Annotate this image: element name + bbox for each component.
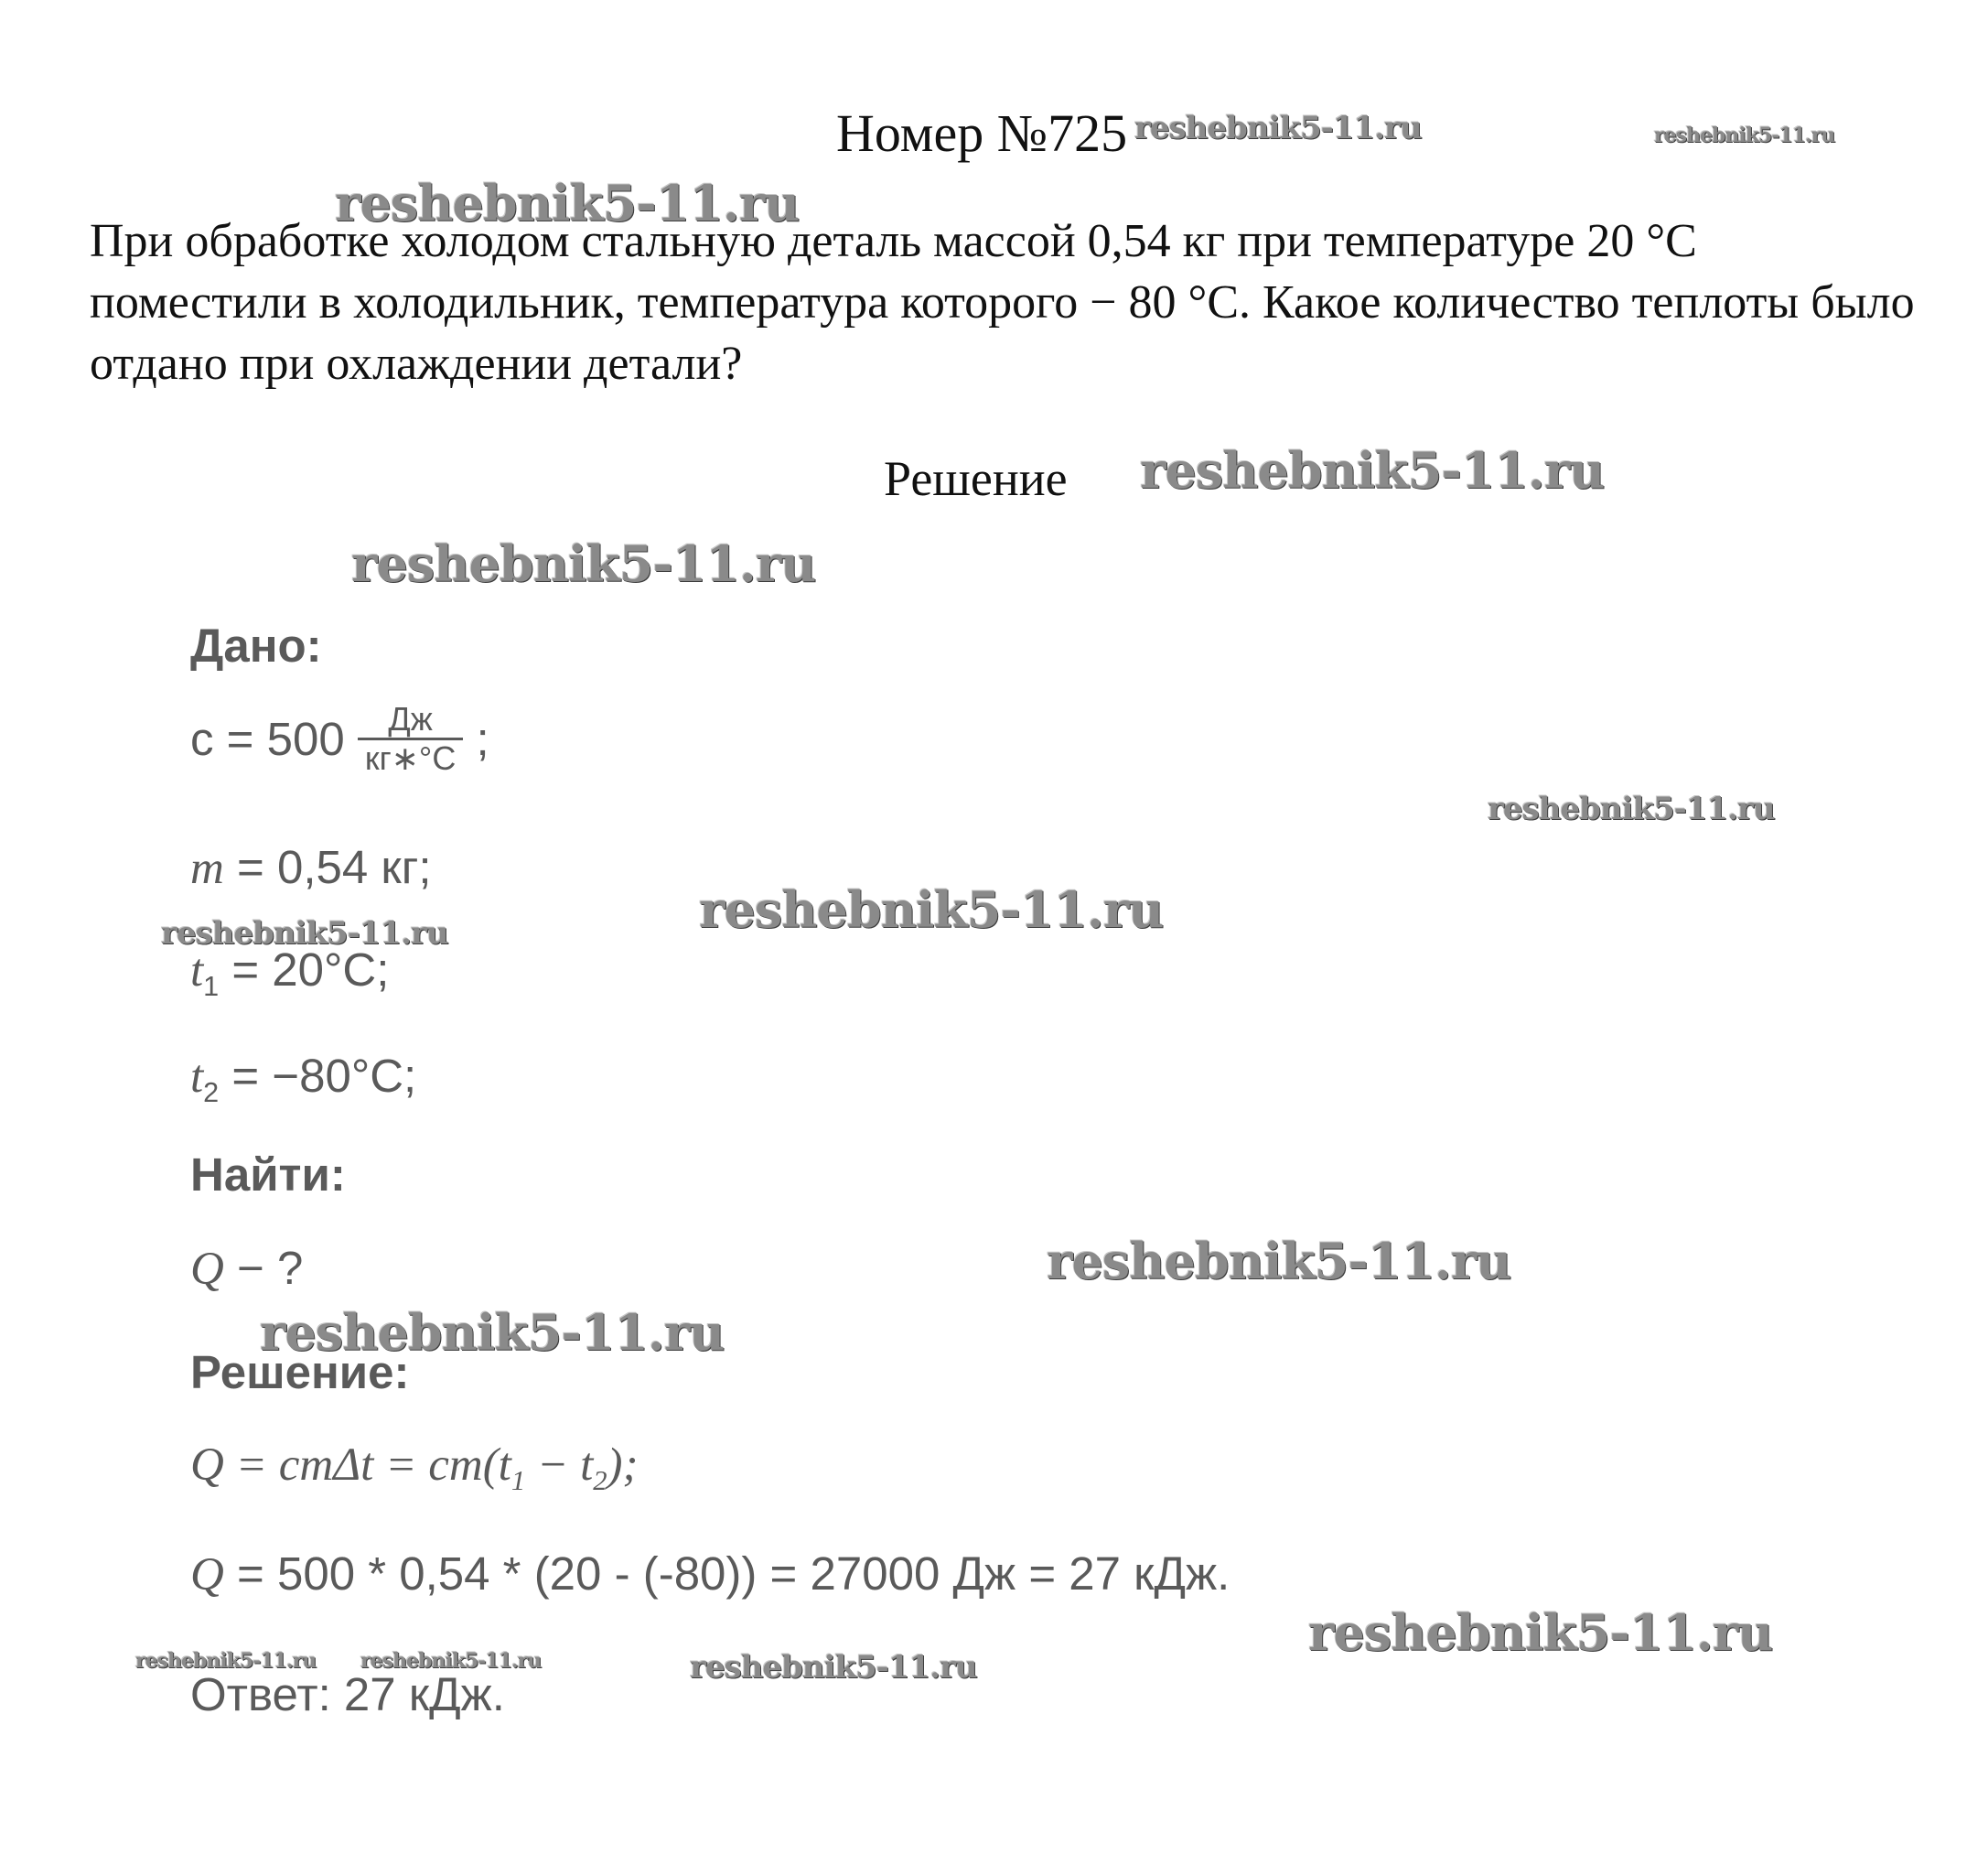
watermark: reshebnik5-11.ru (1308, 1603, 1773, 1662)
answer-line: Ответ: 27 кДж. (190, 1668, 505, 1720)
t1-value: = 20°C; (231, 943, 390, 996)
watermark: reshebnik5-11.ru (1488, 791, 1775, 827)
find-symbol: Q (190, 1244, 224, 1295)
calculation-line (190, 1547, 1230, 1601)
c-prefix: c = 500 (190, 713, 345, 765)
given-c (190, 701, 489, 777)
t1-subscript: 1 (203, 971, 220, 1003)
c-units-denominator: кг∗°C (364, 739, 457, 777)
t2-symbol: t (190, 1051, 204, 1103)
watermark: reshebnik5-11.ru (360, 1649, 542, 1673)
watermark: reshebnik5-11.ru (1140, 441, 1605, 500)
given-label: Дано: (190, 620, 322, 672)
watermark: reshebnik5-11.ru (161, 915, 448, 952)
watermark: reshebnik5-11.ru (260, 1303, 725, 1362)
watermark: reshebnik5-11.ru (1047, 1232, 1511, 1290)
watermark: reshebnik5-11.ru (690, 1649, 977, 1686)
formula-sub-1: 1 (510, 1465, 526, 1497)
formula-part-a: Q = cmΔt = cm(t (190, 1439, 511, 1491)
t2-subscript: 2 (203, 1077, 220, 1109)
formula-part-b: − t (525, 1439, 594, 1491)
t1-symbol: t (190, 945, 204, 997)
formula-sub-2: 2 (593, 1465, 607, 1497)
watermark: reshebnik5-11.ru (1134, 110, 1422, 146)
watermark: reshebnik5-11.ru (1654, 124, 1835, 147)
c-units-fraction (358, 701, 463, 777)
find-label: Найти: (190, 1148, 346, 1201)
watermark: reshebnik5-11.ru (699, 880, 1164, 939)
find-rest: − ? (237, 1242, 304, 1294)
c-units-numerator: Дж (358, 701, 463, 740)
watermark: reshebnik5-11.ru (335, 174, 800, 232)
calc-symbol: Q (190, 1549, 224, 1601)
given-m (190, 840, 431, 895)
m-value: = 0,54 кг; (237, 841, 432, 893)
solution-label: Решение: (190, 1346, 410, 1398)
solution-heading: Решение (884, 451, 1068, 506)
formula-part-c: ); (607, 1439, 639, 1491)
page-title: Номер №725 (836, 103, 1128, 163)
find-expression (190, 1241, 303, 1296)
formula-line (190, 1439, 639, 1497)
watermark: reshebnik5-11.ru (135, 1649, 317, 1673)
watermark: reshebnik5-11.ru (351, 534, 816, 593)
problem-text: При обработке холодом стальную деталь массой 0,54 кг при температуре 20 °С поместили в холодильник, температура которого − 80 °С. Какое количество теплоты было отдано при охлаждении детали? (90, 215, 1915, 390)
t2-value: = −80°C; (231, 1050, 417, 1102)
given-t2 (190, 1049, 416, 1109)
c-suffix: ; (476, 713, 489, 765)
m-symbol: m (190, 843, 224, 894)
calc-rest: = 500 * 0,54 * (20 - (-80)) = 27000 Дж = 27 кДж. (237, 1547, 1230, 1600)
